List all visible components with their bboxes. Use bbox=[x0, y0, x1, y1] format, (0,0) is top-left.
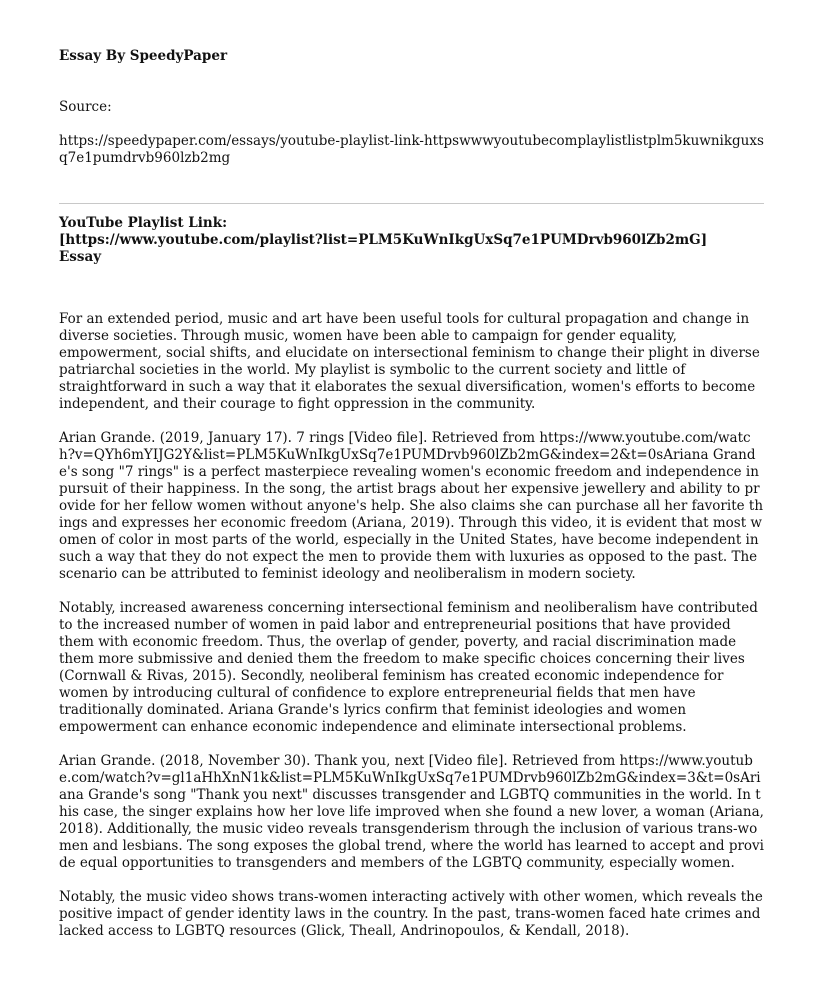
paragraph-trans-women: Notably, the music video shows trans-women interacting actively with other women, which reveals the positive impact of gender identity laws in the country. In the past, trans-women faced hate crimes and lacked access to LGBTQ resources (Glick, Theall, Andrinopoulos, & Kendall, 2018). bbox=[59, 889, 763, 939]
paragraph-neoliberalism: Notably, increased awareness concerning intersectional feminism and neoliberalism have contributed to the increased number of women in paid labor and entrepreneurial positions that have provided them with economic freedom. Thus, the overlap of gender, poverty, and racial discrimination made them more submissive and denied them the freedom to make specific choices concerning their lives (Cornwall & Rivas, 2015). Secondly, neoliberal feminism has created economic independence for women by introducing cultural of confidence to explore entrepreneurial fields that men have traditionally dominated. Ariana Grande's lyrics confirm that feminist ideologies and women empowerment can enhance economic independence and eliminate intersectional problems. bbox=[59, 600, 758, 735]
essay-attribution: Essay By SpeedyPaper bbox=[59, 48, 228, 64]
source-block bbox=[59, 82, 764, 184]
paragraph-intro: For an extended period, music and art have been useful tools for cultural propagation and change in diverse societies. Through music, women have been able to campaign for gender equality, empowerment, social shifts, and elucidate on intersectional feminism to change their plight in diverse patriarchal societies in the world. My playlist is symbolic to the current society and little of straightforward in such a way that it elaborates the sexual diversification, women's efforts to become independent, and their courage to fight oppression in the community. bbox=[59, 311, 760, 412]
paragraph-thank-you-next: Arian Grande. (2018, November 30). Thank you, next [Video file]. Retrieved from https://www.youtube.com/watch?v=gl1aHhXnN1k&list=PLM5KuWnIkgUxSq7e1PUMDrvb960lZb2mG&index=3&t=0sAriana Grande's song "Thank you next" discusses transgender and LGBTQ communities in the world. In this case, the singer explains how her love life improved when she found a new lover, a woman (Ariana, 2018). Additionally, the music video reveals transgenderism through the inclusion of various trans-women and lesbians. The song exposes the global trend, where the world has learned to accept and provide equal opportunities to transgenders and members of the LGBTQ community, especially women. bbox=[59, 753, 764, 871]
source-link[interactable]: https://speedypaper.com/essays/youtube-playlist-link-httpswwwyoutubecomplaylistlistplm5kuwnikguxsq7e1pumdrvb960lzb2mg bbox=[59, 133, 764, 166]
essay-body bbox=[59, 311, 764, 940]
divider bbox=[59, 203, 764, 204]
source-label: Source: bbox=[59, 99, 112, 115]
essay-title: YouTube Playlist Link: [https://www.youtube.com/playlist?list=PLM5KuWnIkgUxSq7e1PUMDrvb960lZb2mG] Essay bbox=[59, 215, 708, 265]
paragraph-7-rings: Arian Grande. (2019, January 17). 7 rings [Video file]. Retrieved from https://www.youtube.com/watch?v=QYh6mYIJG2Y&list=PLM5KuWnIkgUxSq7e1PUMDrvb960lZb2mG&index=2&t=0sAriana Grande's song "7 rings" is a perfect masterpiece revealing women's economic freedom and independence in pursuit of their happiness. In the song, the artist brags about her expensive jewellery and ability to provide for her fellow women without anyone's help. She also claims she can purchase all her favorite things and expresses her economic freedom (Ariana, 2019). Through this video, it is evident that most women of color in most parts of the world, especially in the United States, have become independent in such a way that they do not expect the men to provide them with luxuries as opposed to the past. The scenario can be attributed to feminist ideology and neoliberalism in modern society. bbox=[59, 430, 764, 582]
document-page bbox=[59, 48, 764, 957]
